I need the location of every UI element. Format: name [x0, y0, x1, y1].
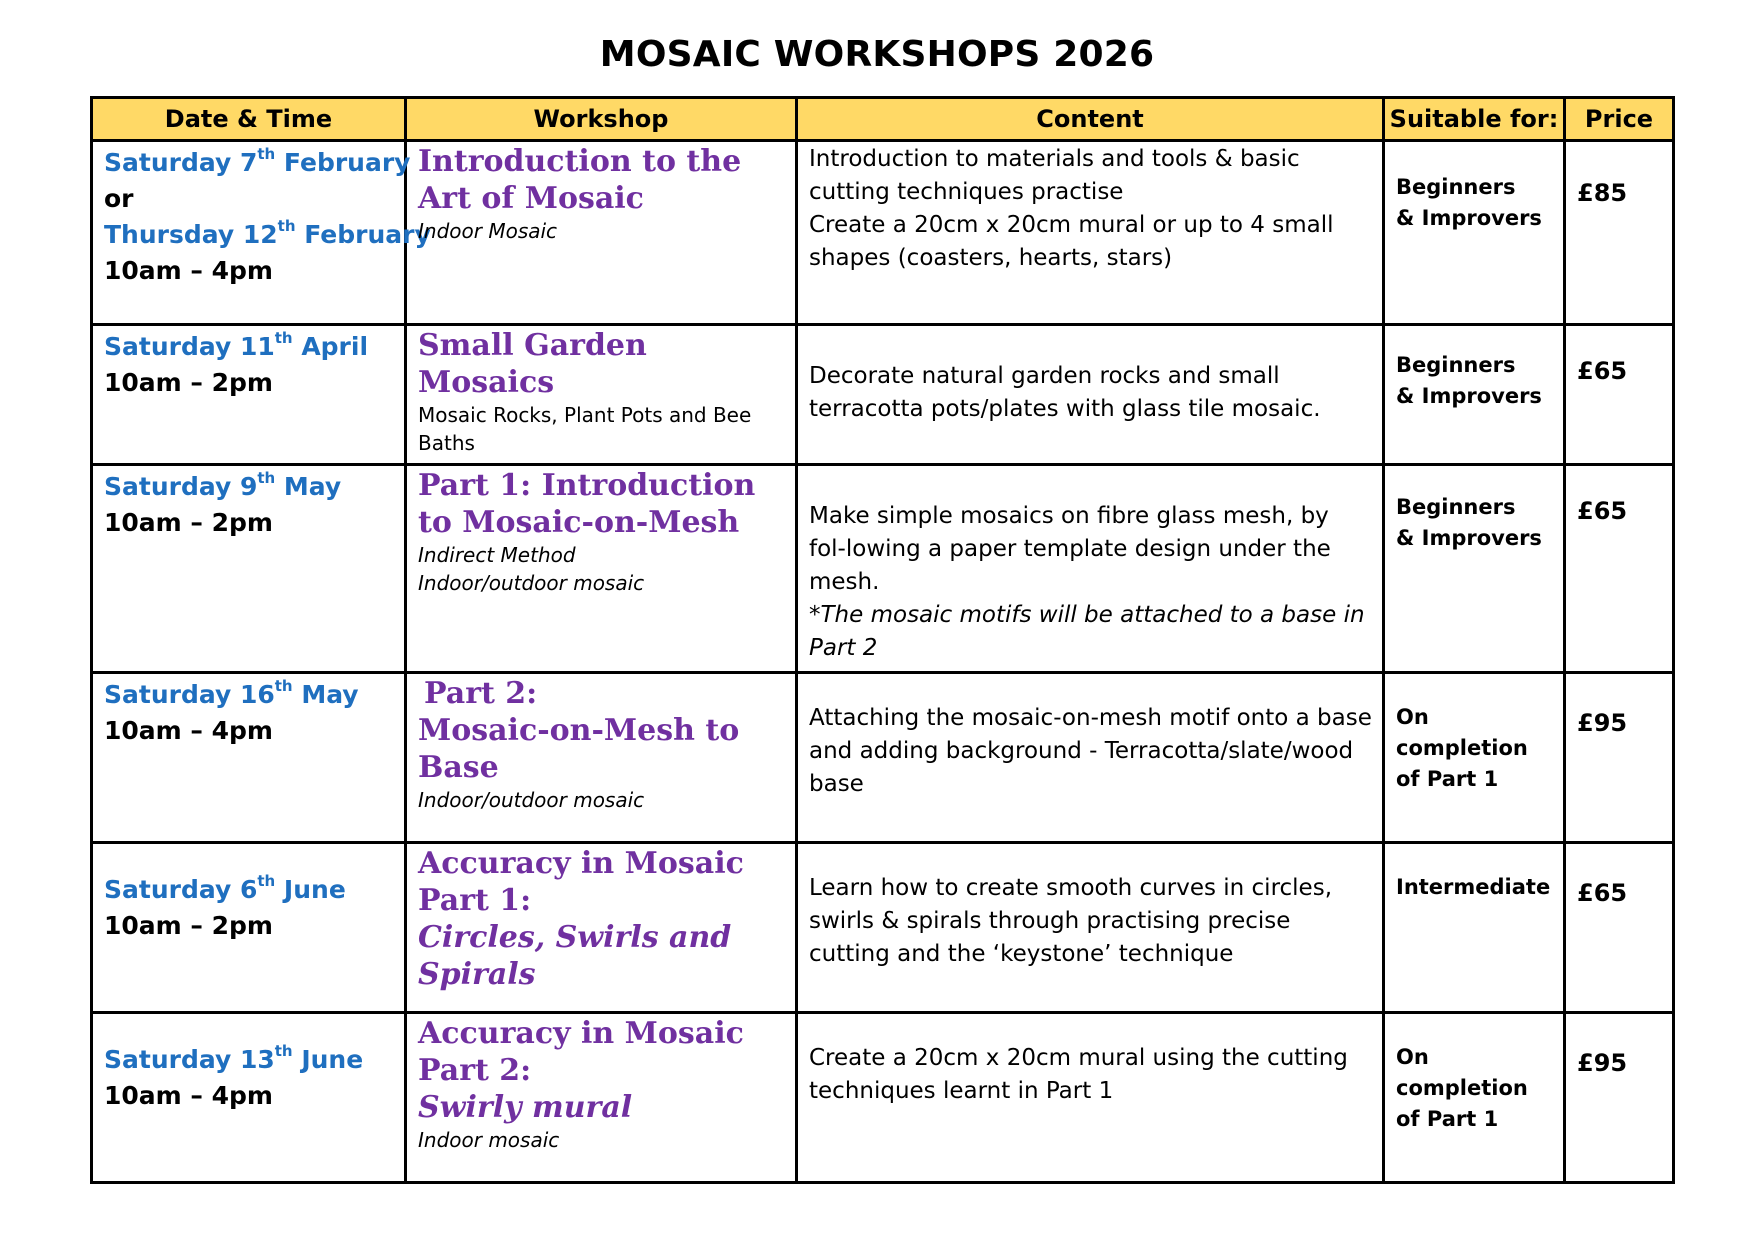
suitable-text: Intermediate — [1396, 875, 1551, 899]
content-text: Create a 20cm x 20cm mural using the cutting techniques learnt in Part 1 — [809, 1045, 1348, 1104]
time-range: 10am – 2pm — [104, 368, 273, 397]
content-text: Learn how to create smooth curves in circles, swirls & spirals through practising precise cutting and the ‘keystone’ technique — [809, 875, 1333, 967]
workshop-cell — [406, 1013, 797, 1183]
suitable-cell — [1384, 325, 1565, 465]
workshop-subtitle: Indoor mosaic — [418, 1128, 560, 1152]
suitable-text: On completion of Part 1 — [1396, 1045, 1528, 1131]
date-cell — [92, 141, 431, 325]
table-header-row — [92, 98, 1674, 141]
workshop-title: Part 2: — [418, 1053, 532, 1088]
content-text: Create a 20cm x 20cm mural or up to 4 small shapes (coasters, hearts, stars) — [809, 212, 1334, 271]
time-range: 10am – 4pm — [104, 1081, 273, 1110]
suitable-cell — [1384, 843, 1565, 1013]
time-range: 10am – 4pm — [104, 256, 273, 285]
workshop-schedule-table — [90, 96, 1675, 1184]
workshop-subtitle: Indoor Mosaic — [418, 219, 558, 243]
suitable-text: Beginners & Improvers — [1396, 353, 1542, 408]
workshop-subtitle: Indirect Method — [418, 543, 576, 567]
date-line: Saturday 11th April — [104, 328, 369, 361]
price: £65 — [1577, 879, 1628, 907]
workshop-cell — [406, 325, 797, 465]
content-cell — [797, 325, 1384, 465]
date-line: Saturday 13th June — [104, 1041, 364, 1074]
suitable-cell — [1384, 141, 1565, 325]
content-text: Attaching the mosaic-on-mesh motif onto a base and adding background - Terracotta/slate/wood base — [809, 705, 1372, 797]
price-cell — [1565, 1013, 1674, 1183]
date-line: Saturday 6th June — [104, 871, 346, 904]
workshop-cell — [406, 673, 797, 843]
price: £95 — [1577, 1049, 1628, 1077]
price: £85 — [1577, 179, 1628, 207]
workshop-title: Part 2: — [424, 676, 538, 711]
workshop-title: Accuracy in Mosaic — [418, 1016, 744, 1051]
workshop-cell — [406, 465, 797, 673]
header-content: Content — [797, 98, 1384, 141]
date-line: Saturday 9th May — [104, 468, 342, 501]
workshop-subtitle: Indoor/outdoor mosaic — [418, 571, 645, 595]
suitable-text: On completion of Part 1 — [1396, 705, 1528, 791]
date-line: Saturday 16th May — [104, 676, 359, 709]
page-title: MOSAIC WORKSHOPS 2026 — [599, 34, 1155, 75]
suitable-cell — [1384, 465, 1565, 673]
workshop-title: Part 1: — [418, 883, 532, 918]
content-cell — [797, 465, 1384, 673]
price-cell — [1565, 141, 1674, 325]
table-row — [92, 325, 1674, 465]
price-cell — [1565, 325, 1674, 465]
content-cell — [797, 1013, 1384, 1183]
header-price: Price — [1565, 98, 1674, 141]
table-row — [92, 843, 1674, 1013]
workshop-title: Accuracy in Mosaic — [418, 846, 744, 881]
workshop-subtitle: Mosaic Rocks, Plant Pots and Bee Baths — [418, 403, 752, 455]
price-cell — [1565, 843, 1674, 1013]
date-cell — [92, 1013, 406, 1183]
workshop-title: Part 1: Introduction to Mosaic-on-Mesh — [418, 468, 756, 540]
workshop-title: Introduction to the Art of Mosaic — [418, 144, 742, 216]
content-note: *The mosaic motifs will be attached to a base in Part 2 — [809, 602, 1365, 661]
time-range: 10am – 4pm — [104, 716, 273, 745]
content-cell — [797, 673, 1384, 843]
date-cell — [92, 325, 406, 465]
price-cell — [1565, 673, 1674, 843]
content-text: Decorate natural garden rocks and small terracotta pots/plates with glass tile mosaic. — [809, 363, 1321, 422]
date-line: Saturday 7th February — [104, 144, 411, 177]
date-or: or — [104, 184, 134, 213]
table-row — [92, 465, 1674, 673]
header-workshop: Workshop — [406, 98, 797, 141]
suitable-text: Beginners & Improvers — [1396, 495, 1542, 550]
header-date: Date & Time — [92, 98, 406, 141]
suitable-cell — [1384, 1013, 1565, 1183]
price-cell — [1565, 465, 1674, 673]
table-row — [92, 673, 1674, 843]
content-cell — [797, 843, 1384, 1013]
date-cell — [92, 673, 406, 843]
workshop-cell — [406, 843, 797, 1013]
price: £95 — [1577, 709, 1628, 737]
date-cell — [92, 465, 406, 673]
price: £65 — [1577, 497, 1628, 525]
date-cell — [92, 843, 406, 1013]
workshop-title: Small Garden Mosaics — [418, 328, 647, 400]
time-range: 10am – 2pm — [104, 911, 273, 940]
workshop-title: Mosaic-on-Mesh to Base — [418, 713, 740, 785]
price: £65 — [1577, 357, 1628, 385]
date-line: Thursday 12th February — [104, 216, 431, 249]
suitable-cell — [1384, 673, 1565, 843]
table-row — [92, 1013, 1674, 1183]
content-cell — [797, 141, 1384, 325]
workshop-title: Swirly mural — [418, 1090, 633, 1125]
suitable-text: Beginners & Improvers — [1396, 175, 1542, 230]
content-text: Introduction to materials and tools & basic cutting techniques practise — [809, 146, 1300, 205]
workshop-cell — [406, 141, 797, 325]
time-range: 10am – 2pm — [104, 508, 273, 537]
workshop-title: Circles, Swirls and Spirals — [418, 920, 732, 992]
table-row — [92, 141, 1674, 325]
header-suitable: Suitable for: — [1384, 98, 1565, 141]
workshop-subtitle: Indoor/outdoor mosaic — [418, 788, 645, 812]
content-text: Make simple mosaics on fibre glass mesh, by fol-lowing a paper template design under the mesh. — [809, 503, 1331, 595]
